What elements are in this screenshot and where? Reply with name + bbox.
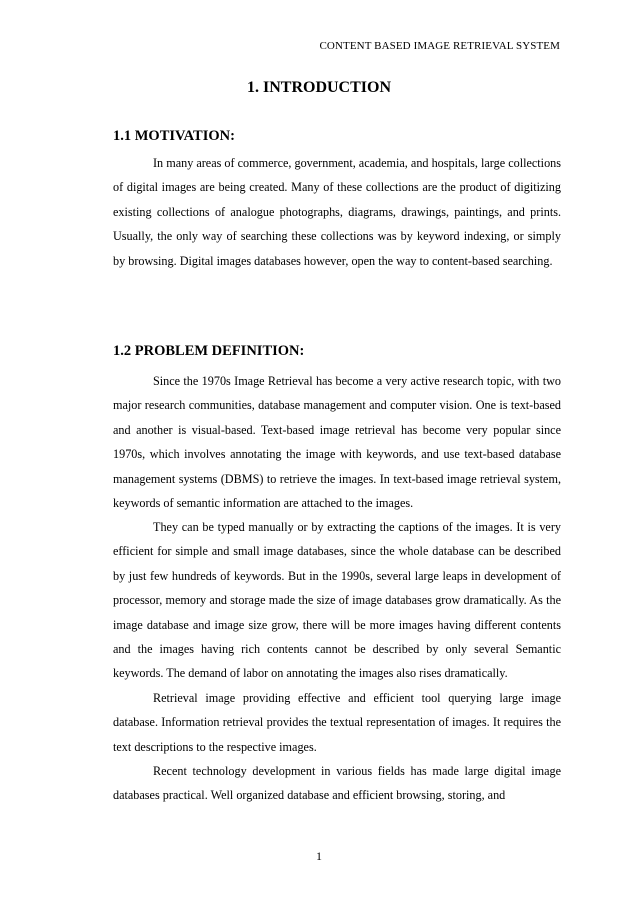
running-header: CONTENT BASED IMAGE RETRIEVAL SYSTEM (319, 40, 560, 52)
section-heading-motivation: 1.1 MOTIVATION: (113, 128, 235, 144)
paragraph-problem-3: Retrieval image providing effective and efficient tool querying large image database. Information retrieval provides the textual representation of images. It requires the text descriptions to the respective images. (113, 691, 561, 754)
paragraph-problem-1: Since the 1970s Image Retrieval has become a very active research topic, with two major research communities, database management and computer vision. One is text-based and another is visual-based. Text-based image retrieval has become very popular since 1970s, which involves annotating the image with keywords, and use text-based database management systems (DBMS) to retrieve the images. In text-based image retrieval system, keywords of semantic information are attached to the images. (113, 374, 561, 511)
paragraph-motivation: In many areas of commerce, government, academia, and hospitals, large collections of digital images are being created. Many of these collections are the product of digitizing existing collections of analogue photographs, diagrams, drawings, paintings, and prints. Usually, the only way of searching these collections was by keyword indexing, or simply by browsing. Digital images databases however, open the way to content-based searching. (113, 156, 561, 268)
paragraph-problem-2: They can be typed manually or by extracting the captions of the images. It is very efficient for simple and small image databases, since the whole database can be described by just few hundreds of keywords. But in the 1990s, several large leaps in development of processor, memory and storage made the size of image databases grow dramatically. As the image database and image size grow, there will be more images having different contents and the images having rich contents cannot be described by only several Semantic keywords. The demand of labor on annotating the images also rises dramatically. (113, 520, 561, 681)
paragraph-problem-4: Recent technology development in various fields has made large digital image databases practical. Well organized database and efficient browsing, storing, and (113, 764, 561, 803)
chapter-title: 1. INTRODUCTION (246, 79, 391, 96)
page-number: 1 (316, 849, 322, 863)
section-heading-problem-definition: 1.2 PROBLEM DEFINITION: (113, 343, 305, 359)
